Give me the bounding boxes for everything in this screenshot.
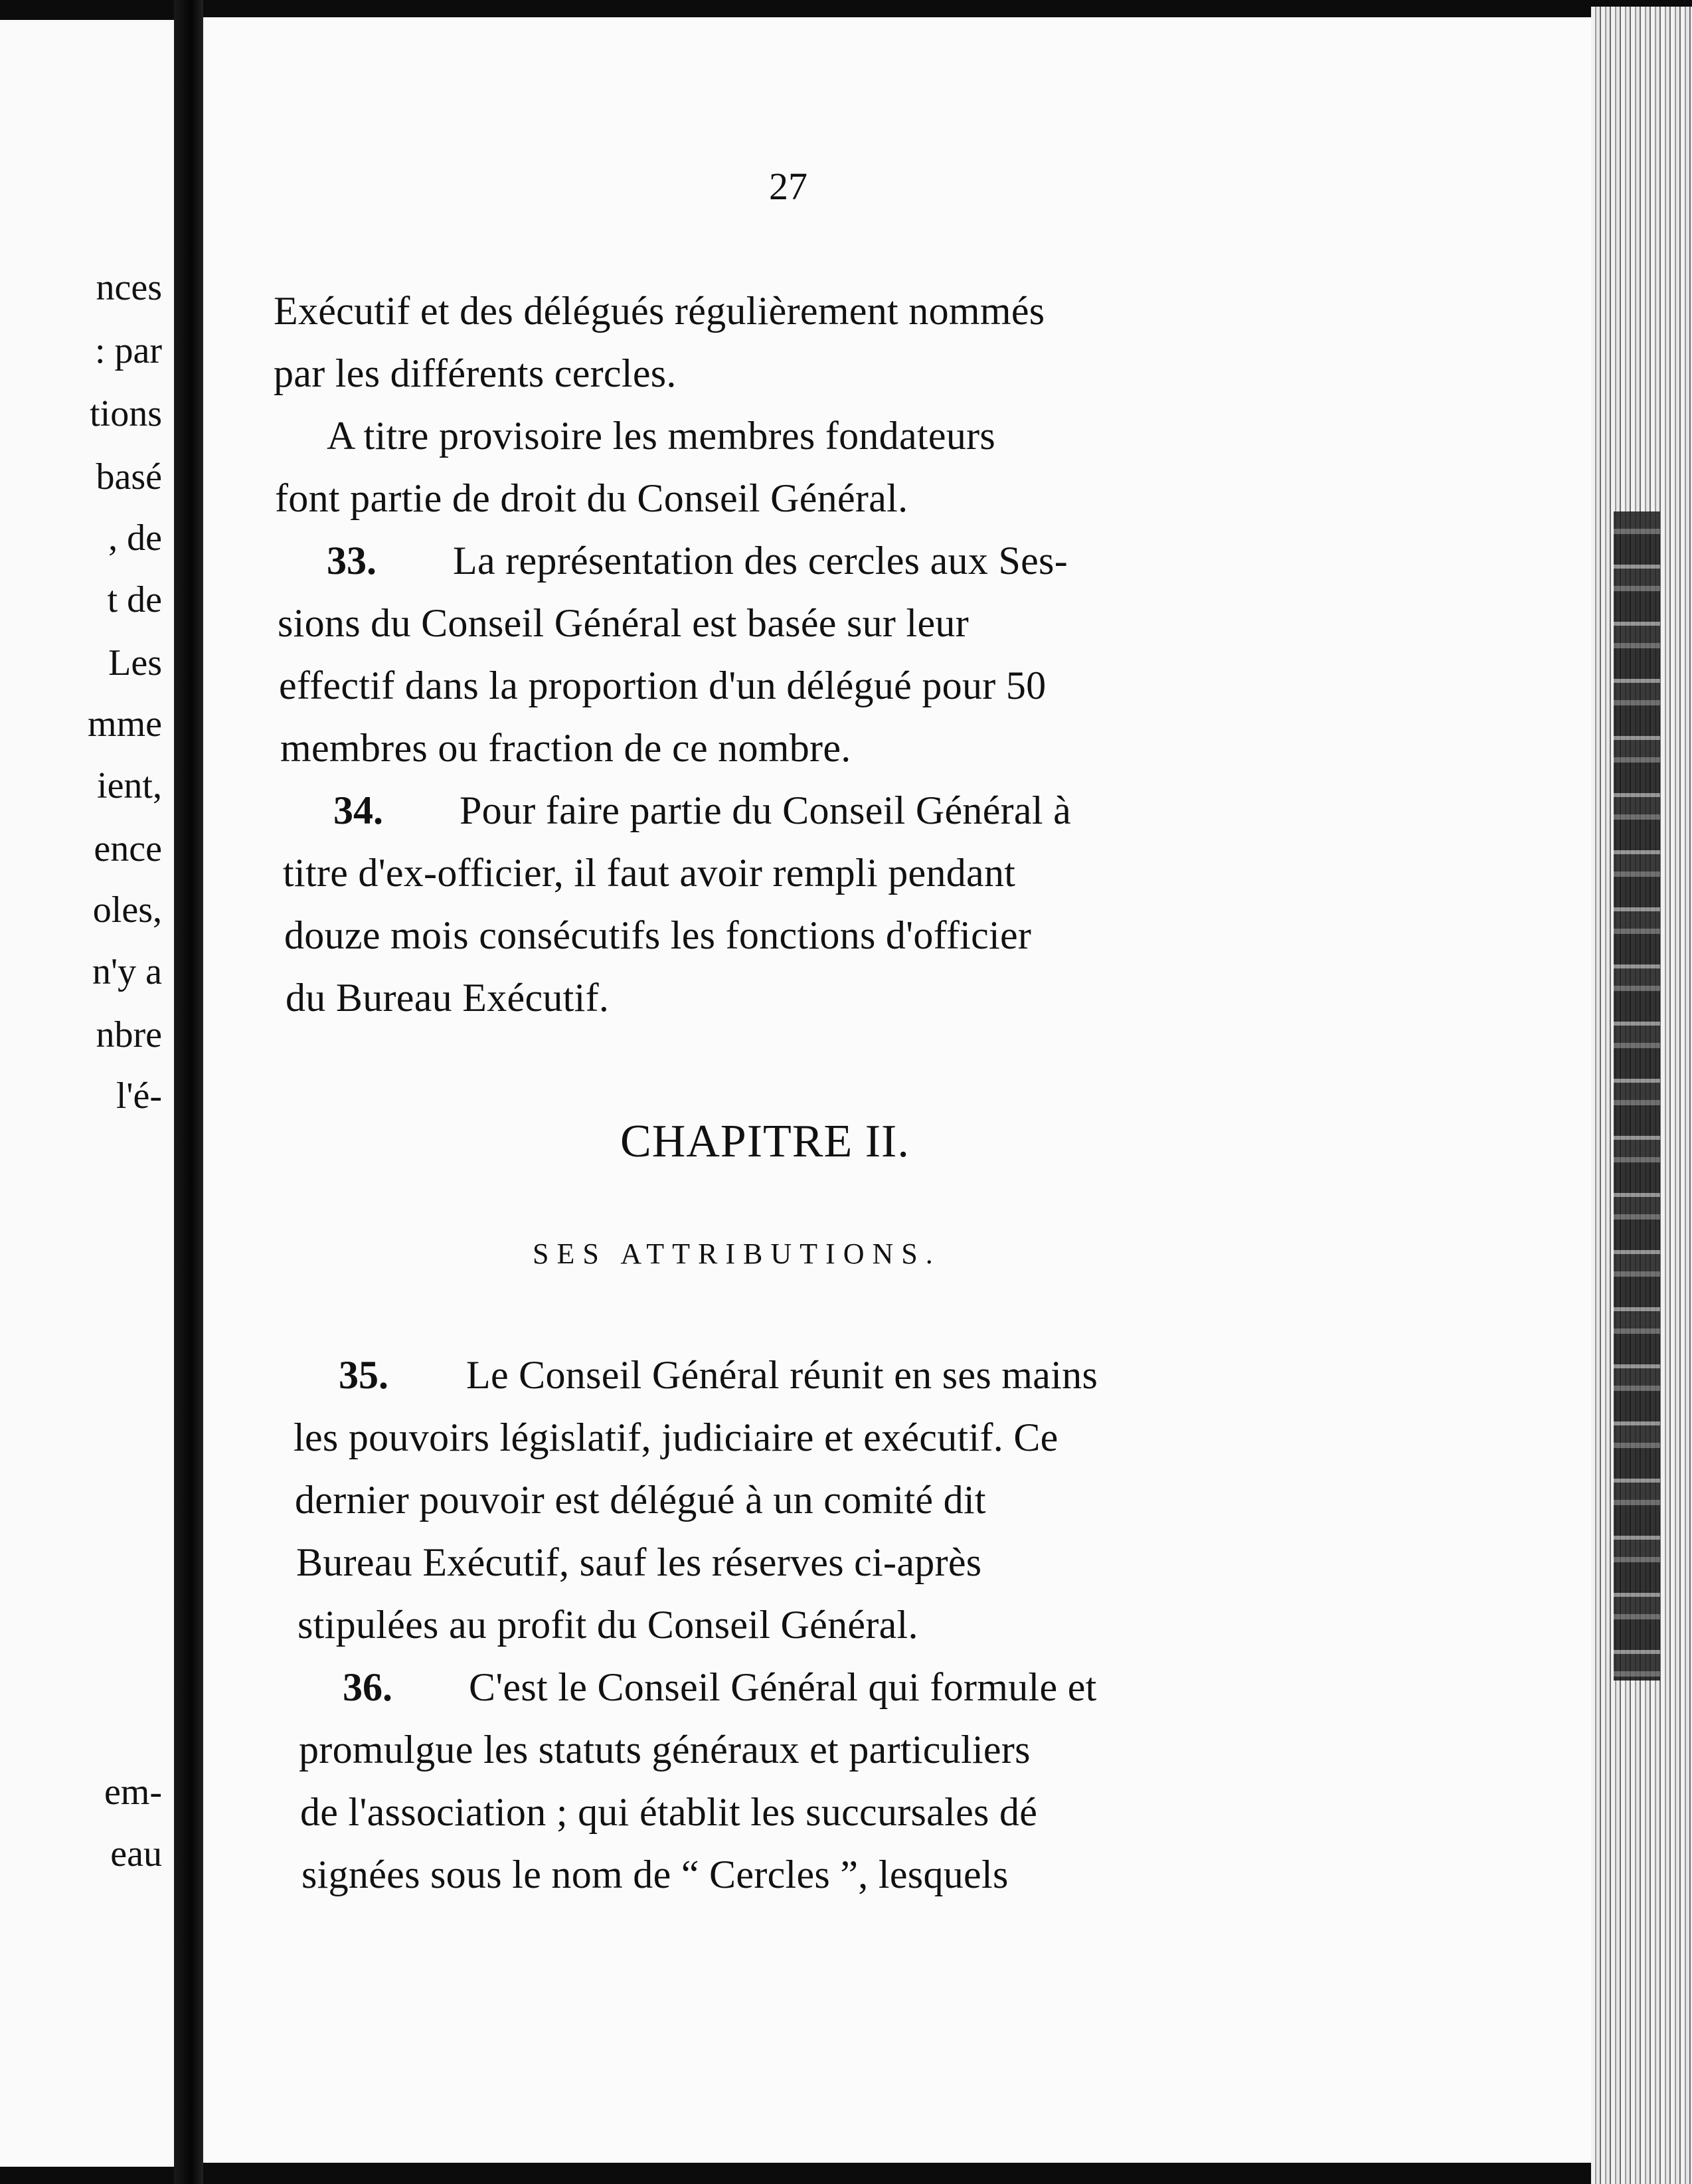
text-line: Le Conseil Général réunit en ses mains — [466, 1353, 1098, 1397]
left-fragment: nbre — [96, 1014, 162, 1055]
left-fragment: basé — [96, 456, 162, 498]
chapter-title: CHAPITRE II. — [620, 1116, 910, 1167]
left-fragment: : par — [94, 330, 162, 371]
left-fragment: mme — [88, 703, 162, 745]
text-line: Exécutif et des délégués régulièrement nommés — [274, 289, 1045, 333]
article-number: 35. — [339, 1353, 388, 1397]
left-fragment: n'y a — [92, 951, 162, 992]
article-number: 34. — [333, 788, 383, 832]
text-line: sions du Conseil Général est basée sur leur — [278, 601, 969, 645]
text-line: de l'association ; qui établit les succursales dé — [300, 1790, 1038, 1834]
text-line: membres ou fraction de ce nombre. — [280, 726, 851, 770]
left-fragment: tions — [90, 393, 162, 434]
previous-page-sliver — [0, 20, 174, 2167]
section-title: SES ATTRIBUTIONS. — [533, 1237, 941, 1270]
left-fragment: t de — [107, 579, 162, 620]
text-line: A titre provisoire les membres fondateurs — [327, 414, 996, 458]
left-fragment: em- — [104, 1772, 162, 1813]
text-line: Bureau Exécutif, sauf les réserves ci-après — [296, 1540, 982, 1584]
text-line: C'est le Conseil Général qui formule et — [469, 1665, 1097, 1709]
text-line: stipulées au profit du Conseil Général. — [297, 1603, 918, 1647]
text-line: La représentation des cercles aux Ses- — [453, 539, 1068, 583]
text-line: douze mois consécutifs les fonctions d'officier — [284, 913, 1032, 957]
left-fragment: ient, — [97, 765, 162, 806]
text-line: signées sous le nom de “ Cercles ”, lesquels — [301, 1853, 1009, 1896]
left-fragment: , de — [108, 517, 162, 559]
book-gutter — [174, 0, 203, 2184]
article-number: 36. — [343, 1665, 392, 1709]
text-line: les pouvoirs législatif, judiciaire et exécutif. Ce — [294, 1415, 1058, 1459]
book-page — [203, 17, 1591, 2163]
left-fragment: nces — [96, 267, 162, 308]
text-line: titre d'ex-officier, il faut avoir rempli pendant — [283, 851, 1016, 895]
left-fragment: Les — [108, 642, 162, 683]
text-line: promulgue les statuts généraux et particuliers — [299, 1728, 1031, 1772]
text-line: effectif dans la proportion d'un délégué pour 50 — [279, 664, 1047, 707]
page-block-edge — [1591, 7, 1692, 2184]
left-fragment: ence — [94, 828, 162, 869]
text-line: par les différents cercles. — [274, 351, 677, 395]
left-fragment: oles, — [92, 889, 162, 931]
left-fragment: l'é- — [116, 1075, 162, 1117]
text-line: du Bureau Exécutif. — [286, 976, 610, 1020]
text-line: Pour faire partie du Conseil Général à — [460, 788, 1072, 832]
text-line: dernier pouvoir est délégué à un comité dit — [295, 1478, 986, 1522]
text-line: font partie de droit du Conseil Général. — [275, 476, 908, 520]
left-fragment: eau — [110, 1833, 162, 1874]
page-number: 27 — [769, 165, 807, 208]
library-stamp — [1614, 511, 1660, 1681]
article-number: 33. — [327, 539, 377, 583]
